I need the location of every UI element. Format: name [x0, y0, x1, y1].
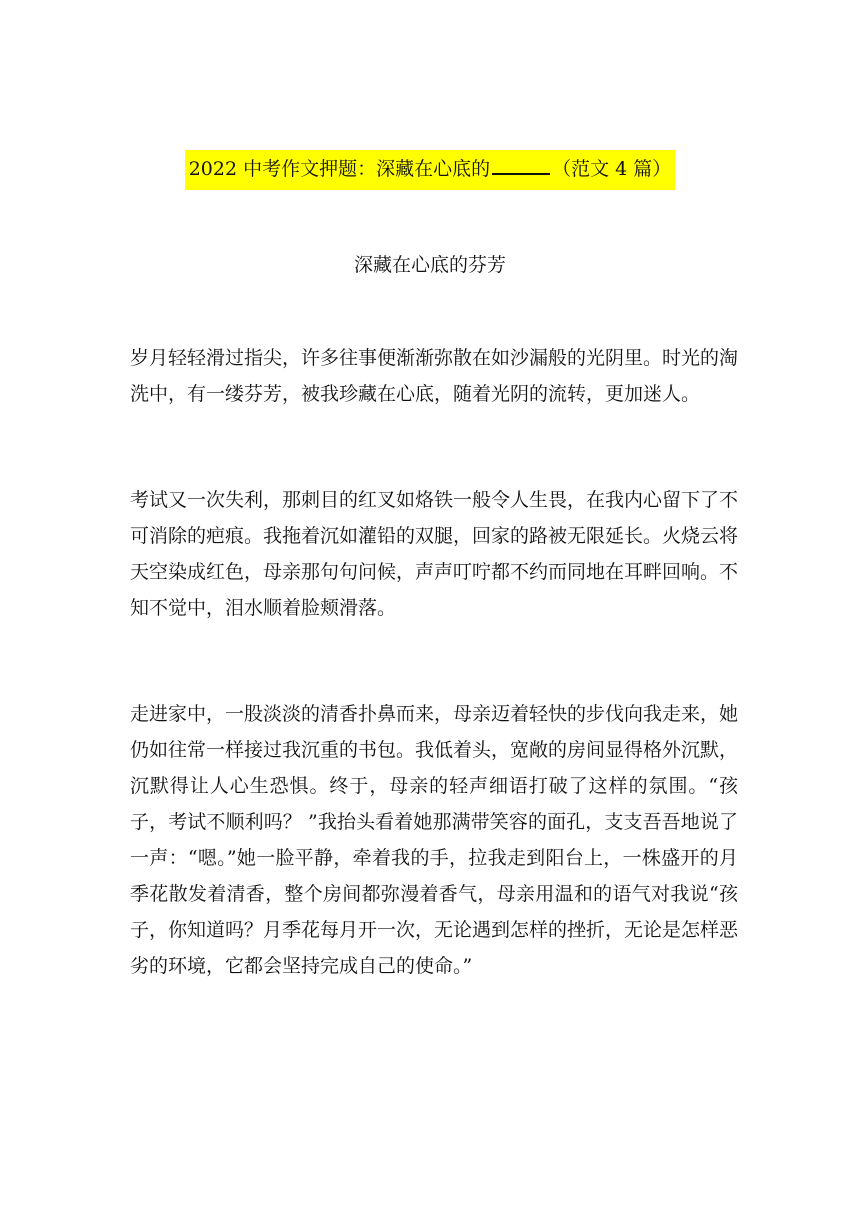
- document-heading: [185, 150, 676, 190]
- essay-body: [130, 340, 738, 1054]
- heading-suffix: （范文 4 篇）: [552, 158, 672, 180]
- paragraph-1: 岁月轻轻滑过指尖，许多往事便渐渐弥散在如沙漏般的光阴里。时光的淘洗中，有一缕芬芳，被我珍藏在心底，随着光阴的流转，更加迷人。: [130, 347, 739, 405]
- heading-wrapper: [0, 150, 860, 190]
- heading-blank-underline: [492, 155, 550, 175]
- heading-prefix: 2022 中考作文押题：深藏在心底的: [188, 158, 491, 180]
- paragraph-3: 走进家中，一股淡淡的清香扑鼻而来，母亲迈着轻快的步伐向我走来，她仍如往常一样接过我沉重的书包。我低着头，宽敞的房间显得格外沉默，沉默得让人心生恐惧。终于，母亲的轻声细语打破了这样的氛围。“孩子，考试不顺利吗？ ”我抬头看着她那满带笑容的面孔，支支吾吾地说了一声：“嗯。”她一脸平静，牵着我的手，拉我走到阳台上，一株盛开的月季花散发着清香，整个房间都弥漫着香气，母亲用温和的语气对我说“孩子，你知道吗？月季花每月开一次，无论遇到怎样的挫折，无论是怎样恶劣的环境，它都会坚持完成自己的使命。”: [130, 703, 739, 977]
- essay-title: 深藏在心底的芬芳: [353, 254, 506, 276]
- paragraph-2: 考试又一次失利，那刺目的红叉如烙铁一般令人生畏，在我内心留下了不可消除的疤痕。我拖着沉如灌铅的双腿，回家的路被无限延长。火烧云将天空染成红色，母亲那句句问候，声声叮咛都不约而同地在耳畔回响。不知不觉中，泪水顺着脸颊滑落。: [130, 489, 739, 619]
